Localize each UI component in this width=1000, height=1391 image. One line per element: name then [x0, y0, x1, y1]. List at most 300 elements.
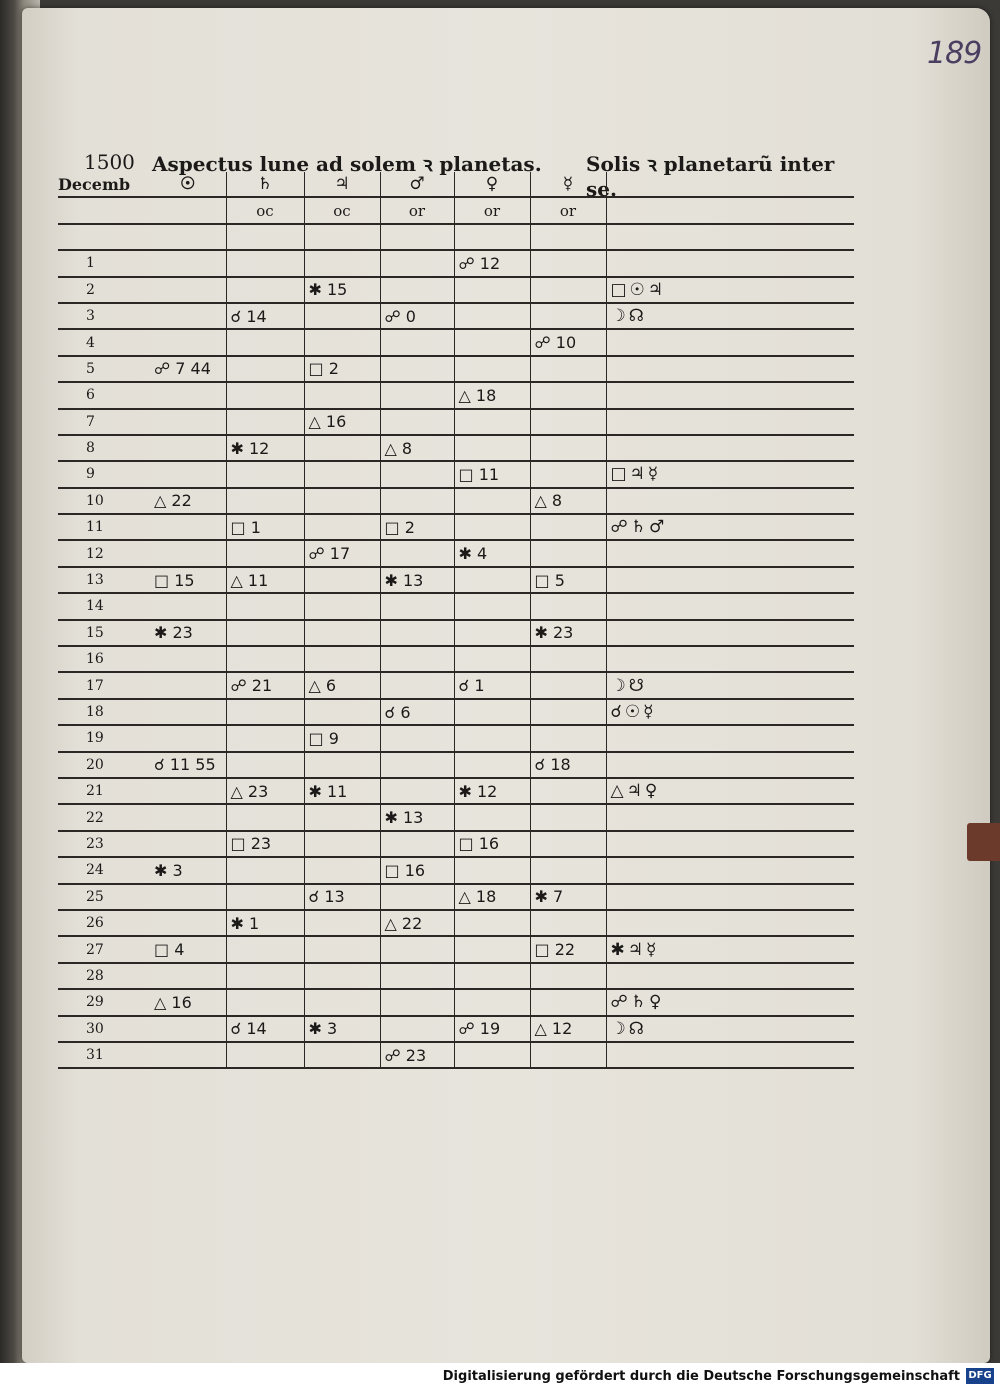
aspect-cell: [150, 963, 226, 989]
aspect-cell: [150, 831, 226, 857]
aspect-cell: ✱ 12: [226, 435, 304, 461]
aspect-cell: [380, 831, 454, 857]
aspect-cell: [226, 409, 304, 435]
aspect-cell: [304, 936, 380, 962]
day-number: 1: [58, 250, 150, 276]
sub-header-row: [58, 197, 854, 223]
col-inter-se: [606, 172, 854, 197]
aspect-cell: [454, 277, 530, 303]
inter-se-aspect: [606, 910, 854, 936]
aspect-cell: [304, 250, 380, 276]
inter-se-aspect: [606, 409, 854, 435]
table-row: [58, 593, 854, 619]
aspect-cell: [530, 382, 606, 408]
aspect-cell: ✱ 12: [454, 778, 530, 804]
day-number: 27: [58, 936, 150, 962]
day-number: 13: [58, 567, 150, 593]
table-row: [58, 646, 854, 672]
aspect-cell: [150, 250, 226, 276]
aspect-cell: [304, 963, 380, 989]
sub-label-saturn: oc: [226, 197, 304, 223]
aspect-cell: △ 8: [380, 435, 454, 461]
aspect-cell: [304, 831, 380, 857]
col-sun-icon: ☉: [150, 172, 226, 197]
aspect-cell: [454, 435, 530, 461]
folio-number: 189: [927, 36, 982, 71]
aspect-cell: [304, 989, 380, 1015]
aspect-cell: [454, 910, 530, 936]
aspect-cell: □ 5: [530, 567, 606, 593]
col-mars-icon: ♂: [380, 172, 454, 197]
aspect-cell: [226, 593, 304, 619]
aspect-cell: [454, 567, 530, 593]
aspect-cell: [304, 382, 380, 408]
aspect-cell: [380, 593, 454, 619]
aspect-cell: △ 6: [304, 672, 380, 698]
inter-se-aspect: ✱♃☿: [606, 936, 854, 962]
aspect-cell: [530, 540, 606, 566]
inter-se-aspect: [606, 250, 854, 276]
aspect-cell: [150, 409, 226, 435]
aspect-cell: [380, 725, 454, 751]
aspect-cell: [380, 963, 454, 989]
day-number: 31: [58, 1042, 150, 1068]
aspect-cell: [150, 514, 226, 540]
aspect-cell: ✱ 13: [380, 804, 454, 830]
table-row: [58, 514, 854, 540]
aspect-cell: [530, 409, 606, 435]
day-number: 6: [58, 382, 150, 408]
aspect-cell: [226, 752, 304, 778]
table-row: [58, 461, 854, 487]
day-number: 24: [58, 857, 150, 883]
day-number: 9: [58, 461, 150, 487]
inter-se-aspect: ☽☊: [606, 1016, 854, 1042]
aspect-cell: □ 22: [530, 936, 606, 962]
aspect-cell: [380, 488, 454, 514]
aspect-cell: [454, 303, 530, 329]
dfg-logo: DFG: [966, 1368, 994, 1384]
aspect-cell: [380, 646, 454, 672]
aspect-cell: [226, 1042, 304, 1068]
table-row: [58, 540, 854, 566]
aspect-cell: [380, 382, 454, 408]
aspect-cell: [380, 620, 454, 646]
aspect-cell: [454, 752, 530, 778]
aspect-cell: [304, 488, 380, 514]
inter-se-aspect: [606, 540, 854, 566]
aspect-cell: ✱ 15: [304, 277, 380, 303]
table-row: [58, 409, 854, 435]
table-row: [58, 620, 854, 646]
aspect-cell: [530, 672, 606, 698]
inter-se-aspect: [606, 1042, 854, 1068]
aspect-cell: [304, 303, 380, 329]
sub-label-inter: [606, 197, 854, 223]
table-row: [58, 699, 854, 725]
aspect-cell: [150, 382, 226, 408]
aspect-cell: ✱ 11: [304, 778, 380, 804]
aspect-cell: △ 8: [530, 488, 606, 514]
day-number: 20: [58, 752, 150, 778]
aspect-cell: ☍ 12: [454, 250, 530, 276]
aspect-cell: □ 2: [380, 514, 454, 540]
aspect-cell: [380, 329, 454, 355]
aspect-cell: ✱ 23: [530, 620, 606, 646]
table-row: [58, 989, 854, 1015]
inter-se-aspect: ☍♄♂: [606, 514, 854, 540]
aspect-cell: ☌ 14: [226, 303, 304, 329]
aspect-cell: [304, 646, 380, 672]
aspect-cell: [530, 514, 606, 540]
footer-bar: [0, 1363, 1000, 1391]
inter-se-aspect: [606, 725, 854, 751]
aspect-cell: ☌ 11 55: [150, 752, 226, 778]
inter-se-aspect: [606, 857, 854, 883]
inter-se-aspect: [606, 435, 854, 461]
sub-label-sun: [150, 197, 226, 223]
aspect-cell: △ 11: [226, 567, 304, 593]
table-row: [58, 725, 854, 751]
aspect-cell: [226, 936, 304, 962]
aspect-cell: △ 22: [150, 488, 226, 514]
header-title-right: Solis ꝛ planetarũ inter se.: [586, 152, 835, 201]
aspect-cell: [530, 963, 606, 989]
aspect-cell: [530, 1042, 606, 1068]
aspect-cell: [380, 752, 454, 778]
aspect-cell: [530, 303, 606, 329]
aspect-cell: △ 18: [454, 884, 530, 910]
day-number: 14: [58, 593, 150, 619]
day-number: 26: [58, 910, 150, 936]
aspect-cell: ✱ 3: [304, 1016, 380, 1042]
day-number: 10: [58, 488, 150, 514]
table-row: [58, 910, 854, 936]
aspect-cell: [226, 646, 304, 672]
inter-se-aspect: [606, 884, 854, 910]
table-row: [58, 936, 854, 962]
aspect-cell: [226, 804, 304, 830]
aspect-cell: [454, 725, 530, 751]
table-row: [58, 303, 854, 329]
table-row: [58, 857, 854, 883]
aspect-cell: [226, 620, 304, 646]
day-number: 25: [58, 884, 150, 910]
table-row: [58, 831, 854, 857]
aspect-cell: [454, 646, 530, 672]
aspect-cell: [530, 356, 606, 382]
aspect-cell: [150, 593, 226, 619]
aspect-cell: [304, 699, 380, 725]
aspect-cell: [226, 329, 304, 355]
aspect-cell: [226, 277, 304, 303]
aspect-cell: □ 11: [454, 461, 530, 487]
aspect-cell: [150, 435, 226, 461]
page-tab-marker: [967, 823, 1000, 861]
aspect-cell: [226, 382, 304, 408]
aspect-cell: [304, 752, 380, 778]
aspect-cell: [150, 1042, 226, 1068]
inter-se-aspect: ☽☋: [606, 672, 854, 698]
aspect-cell: [150, 778, 226, 804]
aspect-cell: [304, 804, 380, 830]
month-label: Decemb: [58, 172, 150, 197]
aspect-cell: [226, 884, 304, 910]
table-row: [58, 356, 854, 382]
aspect-cell: [150, 277, 226, 303]
aspect-cell: [226, 725, 304, 751]
inter-se-aspect: □♃☿: [606, 461, 854, 487]
aspect-cell: [226, 356, 304, 382]
aspect-cell: ✱ 3: [150, 857, 226, 883]
table-row: [58, 963, 854, 989]
footer-credit: Digitalisierung gefördert durch die Deutsche Forschungsgemeinschaft: [442, 1369, 960, 1384]
day-number: 5: [58, 356, 150, 382]
aspect-cell: [150, 540, 226, 566]
aspect-cell: [530, 646, 606, 672]
inter-se-aspect: ☍♄♀: [606, 989, 854, 1015]
aspect-cell: ☍ 0: [380, 303, 454, 329]
day-number: 18: [58, 699, 150, 725]
aspect-cell: ✱ 1: [226, 910, 304, 936]
aspect-cell: [454, 488, 530, 514]
aspect-cell: [380, 778, 454, 804]
aspect-cell: [454, 514, 530, 540]
aspect-cell: ☍ 7 44: [150, 356, 226, 382]
table-row: [58, 382, 854, 408]
inter-se-aspect: △♃♀: [606, 778, 854, 804]
aspect-cell: [454, 1042, 530, 1068]
aspect-cell: [150, 725, 226, 751]
aspect-cell: □ 15: [150, 567, 226, 593]
sub-label-venus: or: [454, 197, 530, 223]
col-mercury-icon: ☿: [530, 172, 606, 197]
aspect-cell: [304, 329, 380, 355]
aspect-cell: [380, 409, 454, 435]
aspect-cell: [380, 356, 454, 382]
day-number: 28: [58, 963, 150, 989]
aspect-cell: [150, 1016, 226, 1042]
sub-label-mars: or: [380, 197, 454, 223]
aspect-cell: [530, 989, 606, 1015]
aspect-cell: [304, 910, 380, 936]
table-row: [58, 567, 854, 593]
aspect-cell: ☍ 17: [304, 540, 380, 566]
aspect-cell: ☌ 1: [454, 672, 530, 698]
aspect-cell: □ 16: [454, 831, 530, 857]
aspect-cell: ☌ 18: [530, 752, 606, 778]
inter-se-aspect: ☽☊: [606, 303, 854, 329]
day-number: 4: [58, 329, 150, 355]
aspect-cell: [454, 857, 530, 883]
aspect-cell: [530, 277, 606, 303]
table-row: [58, 752, 854, 778]
aspect-cell: [530, 778, 606, 804]
aspect-cell: [226, 857, 304, 883]
day-number: 15: [58, 620, 150, 646]
table-row: [58, 672, 854, 698]
aspect-cell: [150, 884, 226, 910]
aspect-cell: [226, 461, 304, 487]
table-row: [58, 804, 854, 830]
day-number: 17: [58, 672, 150, 698]
aspect-cell: [530, 435, 606, 461]
col-saturn-icon: ♄: [226, 172, 304, 197]
aspect-cell: △ 18: [454, 382, 530, 408]
aspect-cell: ✱ 4: [454, 540, 530, 566]
sub-label-jupiter: oc: [304, 197, 380, 223]
aspect-cell: □ 16: [380, 857, 454, 883]
aspect-cell: [150, 910, 226, 936]
aspect-cell: [304, 620, 380, 646]
aspect-cell: [380, 989, 454, 1015]
aspect-cell: [150, 646, 226, 672]
aspect-cell: [304, 435, 380, 461]
aspect-cell: [530, 831, 606, 857]
aspect-cell: △ 23: [226, 778, 304, 804]
aspect-cell: ✱ 23: [150, 620, 226, 646]
aspect-cell: [454, 409, 530, 435]
aspect-cell: [150, 303, 226, 329]
aspect-cell: [454, 620, 530, 646]
inter-se-aspect: [606, 488, 854, 514]
header-title-left: Aspectus lune ad solem ꝛ planetas.: [152, 152, 542, 176]
table-row: [58, 250, 854, 276]
table-row: [58, 1042, 854, 1068]
aspect-cell: [454, 936, 530, 962]
aspect-cell: [530, 857, 606, 883]
aspect-cell: ☌ 6: [380, 699, 454, 725]
aspect-cell: □ 23: [226, 831, 304, 857]
day-number: 8: [58, 435, 150, 461]
aspect-cell: [380, 540, 454, 566]
aspect-cell: ✱ 7: [530, 884, 606, 910]
blank-row: [58, 224, 854, 250]
aspect-cell: [454, 989, 530, 1015]
aspect-cell: [454, 699, 530, 725]
aspect-cell: [380, 672, 454, 698]
aspect-cell: ☍ 23: [380, 1042, 454, 1068]
aspect-cell: [380, 884, 454, 910]
day-number: 2: [58, 277, 150, 303]
aspect-cell: ☍ 10: [530, 329, 606, 355]
aspect-cell: [380, 936, 454, 962]
table-row: [58, 884, 854, 910]
col-jupiter-icon: ♃: [304, 172, 380, 197]
aspect-cell: □ 1: [226, 514, 304, 540]
aspect-cell: △ 16: [304, 409, 380, 435]
inter-se-aspect: [606, 752, 854, 778]
day-number: 16: [58, 646, 150, 672]
aspect-cell: [226, 699, 304, 725]
aspect-cell: ☍ 21: [226, 672, 304, 698]
day-number: 11: [58, 514, 150, 540]
aspect-cell: □ 9: [304, 725, 380, 751]
aspect-cell: ☌ 14: [226, 1016, 304, 1042]
inter-se-aspect: [606, 831, 854, 857]
aspect-cell: [226, 488, 304, 514]
inter-se-aspect: [606, 963, 854, 989]
day-number: 22: [58, 804, 150, 830]
aspect-cell: [454, 804, 530, 830]
aspect-cell: [380, 1016, 454, 1042]
aspect-cell: [226, 250, 304, 276]
table-row: [58, 488, 854, 514]
sub-label-empty: [58, 197, 150, 223]
page-scan: [22, 8, 990, 1363]
day-number: 12: [58, 540, 150, 566]
inter-se-aspect: [606, 567, 854, 593]
aspect-cell: [530, 699, 606, 725]
aspect-cell: □ 4: [150, 936, 226, 962]
aspect-cell: [530, 910, 606, 936]
header-year: 1500: [84, 150, 135, 174]
inter-se-aspect: ☌☉☿: [606, 699, 854, 725]
aspect-cell: [226, 963, 304, 989]
aspect-cell: [226, 989, 304, 1015]
aspect-cell: [380, 277, 454, 303]
aspect-cell: △ 16: [150, 989, 226, 1015]
aspect-cell: [304, 461, 380, 487]
aspect-cell: [530, 725, 606, 751]
day-number: 7: [58, 409, 150, 435]
sub-label-mercury: or: [530, 197, 606, 223]
inter-se-aspect: [606, 620, 854, 646]
inter-se-aspect: [606, 356, 854, 382]
aspect-cell: [150, 329, 226, 355]
day-number: 19: [58, 725, 150, 751]
aspect-cell: [454, 329, 530, 355]
aspect-cell: [530, 250, 606, 276]
aspect-cell: □ 2: [304, 356, 380, 382]
aspect-cell: [530, 593, 606, 619]
planet-header-row: [58, 172, 854, 197]
aspect-cell: ✱ 13: [380, 567, 454, 593]
aspect-cell: [150, 804, 226, 830]
table-row: [58, 1016, 854, 1042]
aspect-table: [58, 172, 854, 1069]
aspect-cell: △ 22: [380, 910, 454, 936]
aspect-cell: [380, 461, 454, 487]
aspect-cell: [530, 461, 606, 487]
aspect-cell: ☍ 19: [454, 1016, 530, 1042]
table-row: [58, 277, 854, 303]
inter-se-aspect: [606, 593, 854, 619]
aspect-cell: [304, 514, 380, 540]
aspect-cell: [454, 593, 530, 619]
aspect-cell: [150, 461, 226, 487]
aspect-cell: △ 12: [530, 1016, 606, 1042]
inter-se-aspect: [606, 646, 854, 672]
aspect-cell: [150, 699, 226, 725]
aspect-cell: [454, 356, 530, 382]
day-number: 21: [58, 778, 150, 804]
aspect-cell: [150, 672, 226, 698]
day-number: 29: [58, 989, 150, 1015]
col-venus-icon: ♀: [454, 172, 530, 197]
inter-se-aspect: [606, 804, 854, 830]
aspect-cell: [454, 963, 530, 989]
inter-se-aspect: [606, 329, 854, 355]
inter-se-aspect: □☉♃: [606, 277, 854, 303]
aspect-cell: [304, 593, 380, 619]
aspect-cell: [226, 540, 304, 566]
aspect-cell: [304, 1042, 380, 1068]
aspect-cell: [304, 857, 380, 883]
aspect-cell: ☌ 13: [304, 884, 380, 910]
aspect-cell: [304, 567, 380, 593]
inter-se-aspect: [606, 382, 854, 408]
